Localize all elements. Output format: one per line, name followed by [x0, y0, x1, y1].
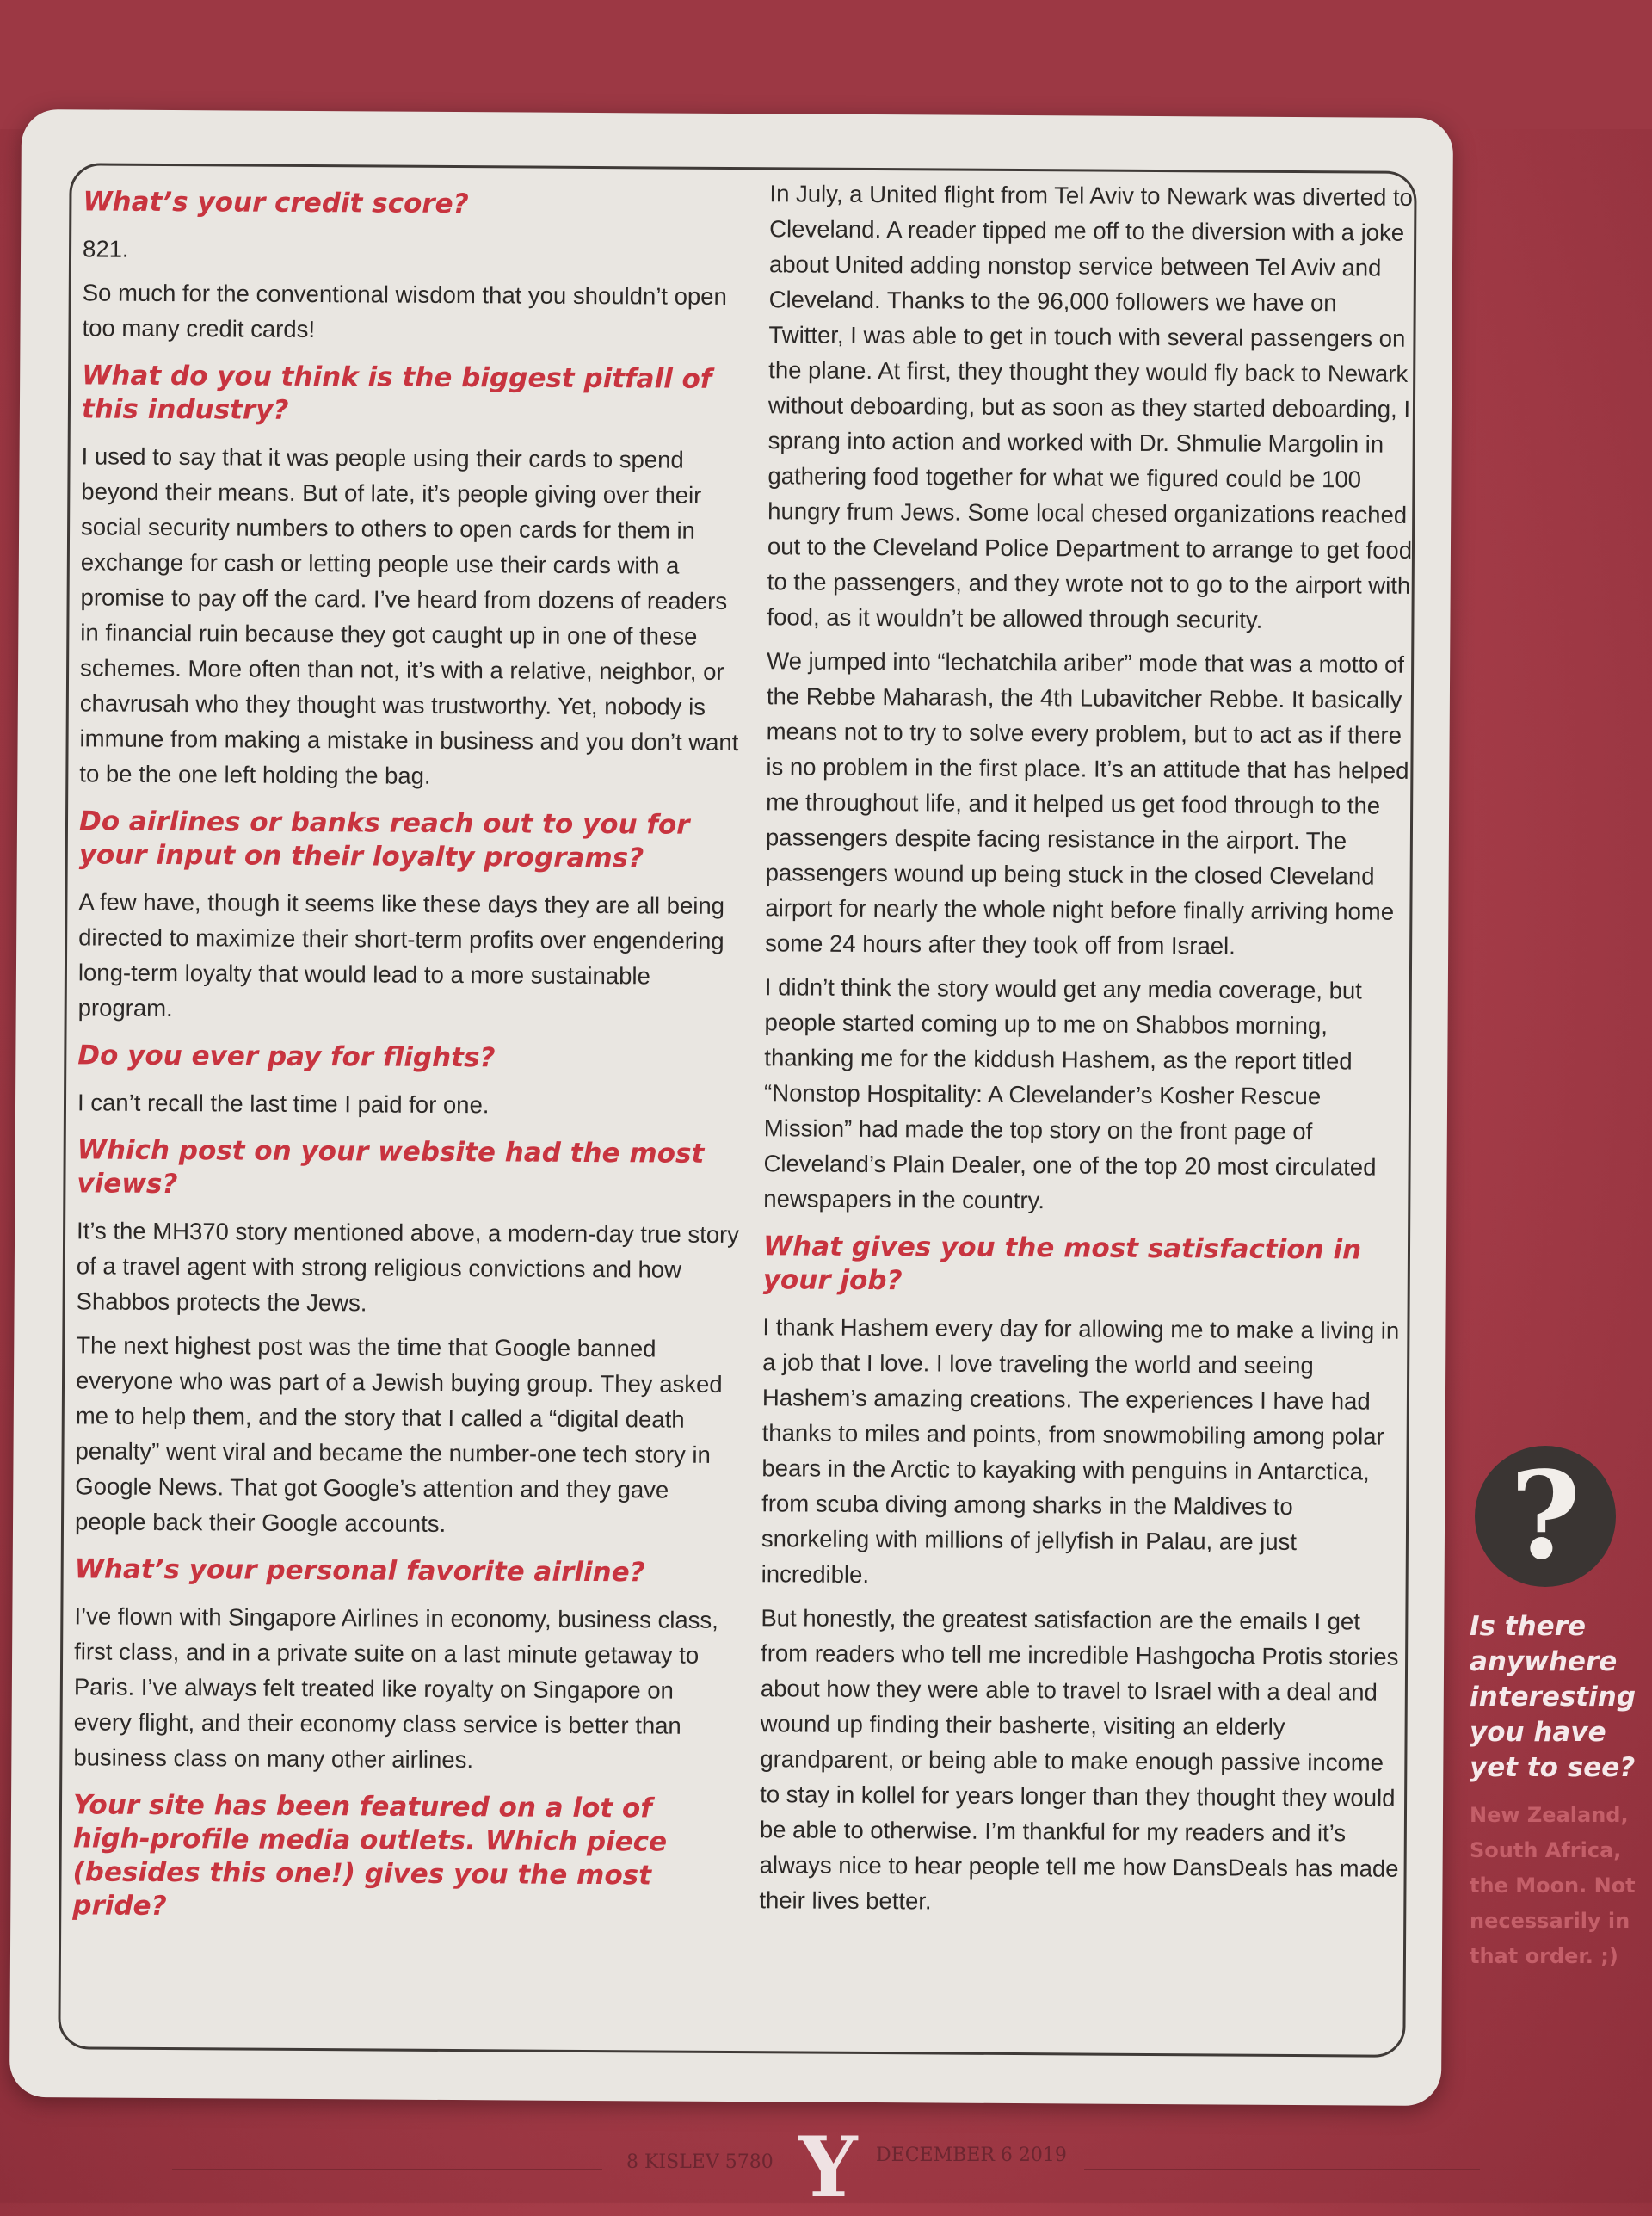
- answer-paragraph: I’ve flown with Singapore Airlines in economy, business class, first class, and in a private suite on a last minute getaway to Paris. I’ve always felt treated like royalty on Singapore on every flight, and their economy class service is better than business class on many other airlines.: [73, 1602, 718, 1774]
- qa-block: [72, 1788, 736, 1927]
- page-footer: [0, 2119, 1652, 2216]
- footer-rule-right: [1084, 2169, 1480, 2170]
- answer-paragraph: A few have, though it seems like these days they are all being directed to maximize their short-term profits over engendering long-term loyalty that would lead to a more sustainable program.: [77, 888, 725, 1022]
- magazine-page: [9, 109, 1453, 2106]
- footer-date: DECEMBER 6 2019: [876, 2145, 1067, 2166]
- answer-paragraph: We jumped into “lechatchila ariber” mode that was a motto of the Rebbe Maharash, the 4th Lubavitcher Rebbe. It basically means not to try to solve every problem, but to act as if there is no problem in the first place. It’s an attitude that has helped me throughout life, and it helped us get food through to the passengers despite facing resistance in the airport. The passengers wound up being stuck in the closed Cleveland airport for nearly the whole night before finally arriving home some 24 hours after they took off from Israel.: [765, 647, 1409, 960]
- footer-hebrew-date: 8 KISLEV 5780: [626, 2151, 774, 2173]
- sidebar-answer-text: New Zealand, South Africa, the Moon. Not necessarily in that order. ;): [1470, 1803, 1636, 1968]
- magazine-logo: Y: [798, 2119, 858, 2216]
- magazine-background-band: [0, 0, 1652, 129]
- question-heading: Your site has been featured on a lot of high-profile media outlets. Which piece (besides this one!) gives you the most pride?: [72, 1789, 668, 1923]
- sidebar-question-text: Is there anywhere interesting you have yet to see?: [1470, 1611, 1637, 1783]
- qa-block-continued: [763, 176, 1415, 1220]
- answer-paragraph: It’s the MH370 story mentioned above, a modern-day true story of a travel agent with strong religious convictions and how Shabbos protects the Jews.: [76, 1217, 740, 1317]
- answer-paragraph: But honestly, the greatest satisfaction are the emails I get from readers who tell me incredible Hashgocha Protis stories about how they were able to travel to Israel with a deal and wound up finding their basherte, visiting an elderly grandparent, or being able to make enough passive income to stay in kollel for years longer than they thought they would be able to otherwise. I’m thankful for my readers and it’s always nice to hear people tell me how DansDeals has made their lives better.: [759, 1604, 1399, 1915]
- question-heading: Do airlines or banks reach out to you for your input on their loyalty programs?: [78, 806, 690, 874]
- left-column: [72, 171, 746, 1939]
- question-mark-icon: ?: [1475, 1446, 1616, 1587]
- answer-paragraph: In July, a United flight from Tel Aviv to Newark was diverted to Cleveland. A reader tipped me off to the diversion with a joke about United adding nonstop service between Tel Aviv and Cleveland. Thanks to the 96,000 followers we have on Twitter, I was able to get in touch with several passengers on the plane. At first, they thought they would fly back to Newark without deboarding, but as soon as they started deboarding, I sprang into action and worked with Dr. Shmulie Margolin in gathering food together for what we figured could be 100 hungry frum Jews. Some local chesed organizations reached out to the Cleveland Police Department to arrange to get food to the passengers, and they wrote not to go to the airport with food, as it wouldn’t be allowed through security.: [767, 180, 1413, 633]
- question-heading: Which post on your website had the most views?: [77, 1134, 705, 1201]
- sidebar-question: [1470, 1446, 1650, 1974]
- qa-block: [77, 1039, 741, 1124]
- right-column: [759, 176, 1415, 1930]
- question-heading: What’s your credit score?: [83, 186, 469, 220]
- answer-paragraph: I used to say that it was people using their cards to spend beyond their means. But of late, it’s people giving over their social security numbers to others to open cards for them in exchange for cash or letting people use their cards with a promise to pay off the card. I’ve heard from dozens of readers in financial ruin because they got caught up in one of these schemes. More often than not, it’s with a relative, neighbor, or chavrusah who they thought was trustworthy. Yet, nobody is immune from making a mistake in business and you don’t want to be the one left holding the bag.: [79, 442, 739, 789]
- answer-paragraph: The next highest post was the time that Google banned everyone who was part of a Jewish buying group. They asked me to help them, and the story that I called a “digital death penalty” went viral and became the number-one tech story in Google News. That got Google’s attention and they gave people back their Google accounts.: [74, 1331, 723, 1537]
- question-heading: Do you ever pay for flights?: [77, 1040, 496, 1074]
- qa-block: [82, 185, 745, 349]
- question-heading: What do you think is the biggest pitfall of this industry?: [81, 360, 712, 426]
- qa-block: [73, 1552, 737, 1779]
- qa-block: [75, 1133, 740, 1543]
- answer-paragraph: 821.: [82, 235, 129, 262]
- qa-block: [759, 1230, 1409, 1922]
- question-heading: What’s your personal favorite airline?: [74, 1553, 645, 1589]
- qa-block: [79, 359, 744, 795]
- answer-paragraph: So much for the conventional wisdom that you shouldn’t open too many credit cards!: [82, 279, 727, 343]
- question-heading: What gives you the most satisfaction in your job?: [762, 1231, 1362, 1297]
- footer-rule-left: [172, 2169, 602, 2170]
- answer-paragraph: I thank Hashem every day for allowing me to make a living in a job that I love. I love traveling the world and seeing Hashem’s amazing creations. The experiences I have had thanks to miles and points, from snowmobiling among polar bears in the Arctic to kayaking with penguins in Antarctica, from scuba diving among sharks in the Maldives to snorkeling with millions of jellyfish in Palau, are just incredible.: [761, 1313, 1400, 1588]
- qa-block: [78, 805, 743, 1029]
- answer-paragraph: I didn’t think the story would get any media coverage, but people started coming up to me on Shabbos morning, thanking me for the kiddush Hashem, as the report titled “Nonstop Hospitality: A Clevelander’s Kosher Rescue Mission” had made the top story on the front page of Cleveland’s Plain Dealer, one of the top 20 most circulated newspapers in the country.: [763, 973, 1377, 1214]
- answer-paragraph: I can’t recall the last time I paid for one.: [77, 1089, 490, 1119]
